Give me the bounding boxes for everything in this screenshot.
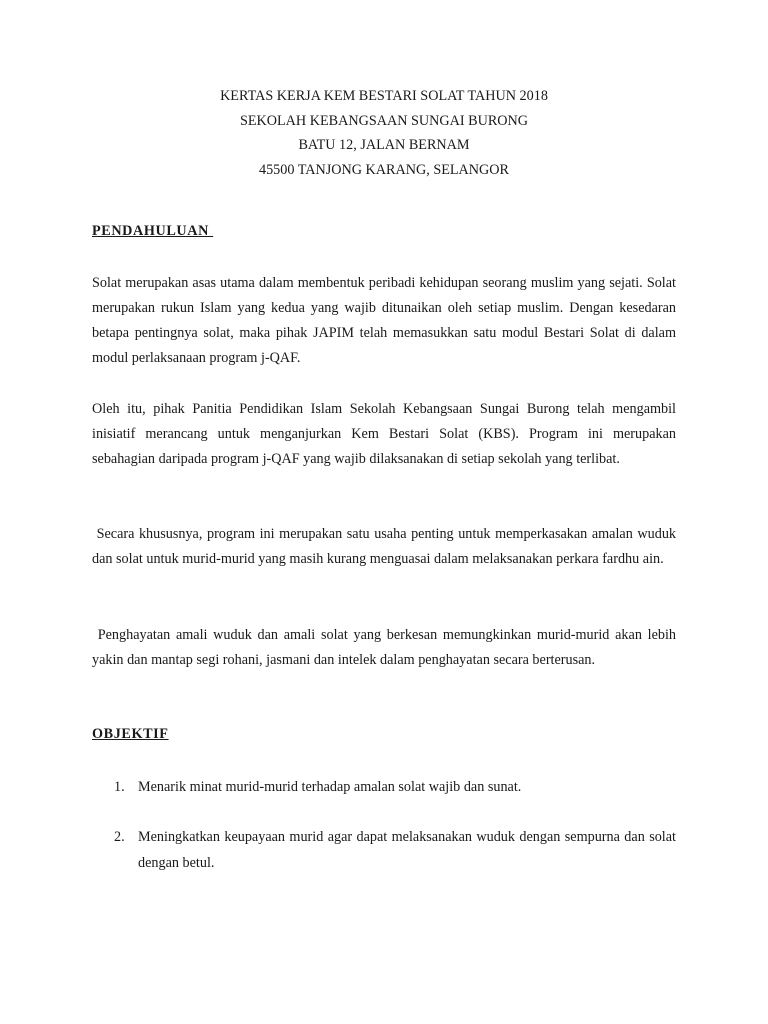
list-item-text: Menarik minat murid-murid terhadap amalan solat wajib dan sunat.	[138, 779, 522, 795]
title-line: SEKOLAH KEBANGSAAN SUNGAI BURONG	[239, 112, 529, 129]
list-item	[92, 825, 676, 876]
list-item-text: Meningkatkan keupayaan murid agar dapat melaksanakan wuduk dengan sempurna dan solat dengan betul.	[138, 829, 676, 871]
section-heading-pendahuluan: PENDAHULUAN	[92, 223, 214, 239]
paragraph: Secara khususnya, program ini merupakan satu usaha penting untuk memperkasakan amalan wuduk dan solat untuk murid-murid yang masih kurang menguasai dalam melaksanakan perkara fardhu ain.	[92, 526, 680, 567]
paragraph: Oleh itu, pihak Panitia Pendidikan Islam Sekolah Kebangsaan Sungai Burong telah mengambil inisiatif merancang untuk menganjurkan Kem Bestari Solat (KBS). Program ini merupakan sebahagian daripada program j-QAF yang wajib dilaksanakan di setiap sekolah yang terlibat.	[92, 401, 676, 467]
list-item	[92, 775, 676, 801]
title-line: KERTAS KERJA KEM BESTARI SOLAT TAHUN 2018	[220, 88, 548, 104]
document-title-block	[92, 84, 676, 182]
title-line: 45500 TANJONG KARANG, SELANGOR	[258, 161, 510, 178]
list-item-number: 1.	[114, 779, 125, 795]
list-item-number: 2.	[114, 829, 125, 845]
section-heading-objektif: OBJEKTIF	[92, 726, 169, 742]
paragraph: Penghayatan amali wuduk dan amali solat yang berkesan memungkinkan murid-murid akan lebih yakin dan mantap segi rohani, jasmani dan intelek dalam penghayatan secara berterusan.	[92, 627, 680, 668]
title-line: BATU 12, JALAN BERNAM	[298, 137, 470, 153]
paragraph: Solat merupakan asas utama dalam membentuk peribadi kehidupan seorang muslim yang sejati. Solat merupakan rukun Islam yang kedua yang wajib ditunaikan oleh setiap muslim. Dengan kesedaran betapa pentingnya solat, maka pihak JAPIM telah memasukkan satu modul Bestari Solat di dalam modul perlaksanaan program j-QAF.	[92, 275, 676, 366]
